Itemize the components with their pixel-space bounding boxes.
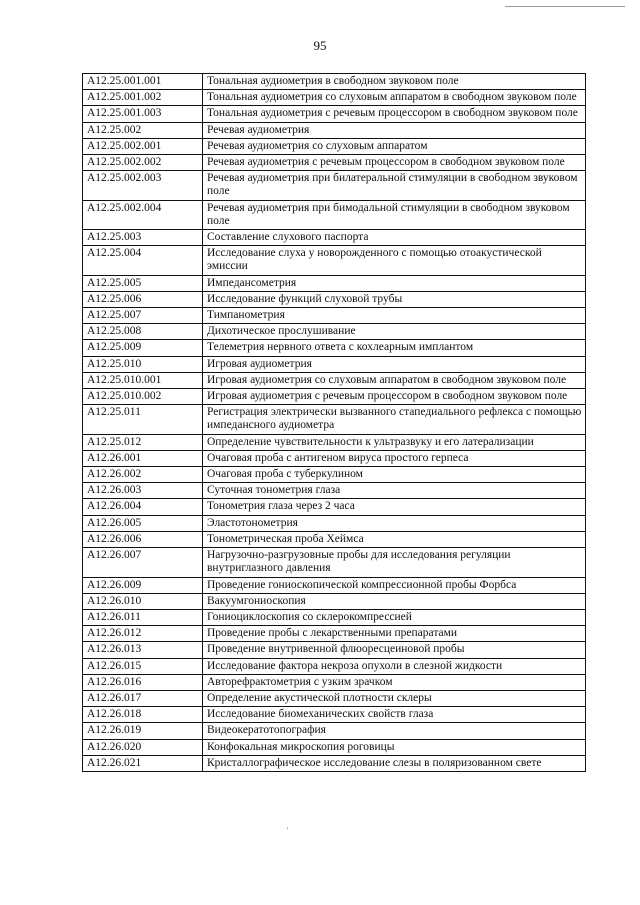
procedure-code-cell: A12.25.009 xyxy=(83,340,203,356)
table-row xyxy=(83,467,586,483)
procedure-name-cell: Импедансометрия xyxy=(203,275,586,291)
procedure-code-cell: A12.25.002 xyxy=(83,122,203,138)
table-row xyxy=(83,308,586,324)
procedure-code-table xyxy=(82,73,586,772)
procedure-code-cell: A12.26.020 xyxy=(83,739,203,755)
procedure-code-cell: A12.26.021 xyxy=(83,755,203,771)
procedure-code-cell: A12.25.002.001 xyxy=(83,138,203,154)
procedure-name-cell: Тональная аудиометрия с речевым процессором в свободном звуковом поле xyxy=(203,106,586,122)
table-row xyxy=(83,230,586,246)
procedure-name-cell: Видеокератотопография xyxy=(203,723,586,739)
procedure-code-cell: A12.25.012 xyxy=(83,434,203,450)
procedure-name-cell: Игровая аудиометрия xyxy=(203,356,586,372)
table-row xyxy=(83,434,586,450)
procedure-code-cell: A12.26.003 xyxy=(83,483,203,499)
procedure-name-cell: Очаговая проба с туберкулином xyxy=(203,467,586,483)
procedure-name-cell: Авторефрактометрия с узким зрачком xyxy=(203,674,586,690)
table-row xyxy=(83,275,586,291)
procedure-code-cell: A12.26.006 xyxy=(83,531,203,547)
procedure-name-cell: Игровая аудиометрия со слуховым аппаратом в свободном звуковом поле xyxy=(203,372,586,388)
table-row xyxy=(83,324,586,340)
procedure-code-cell: A12.26.004 xyxy=(83,499,203,515)
procedure-code-cell: A12.26.013 xyxy=(83,642,203,658)
procedure-name-cell: Нагрузочно-разгрузовные пробы для исследования регуляции внутриглазного давления xyxy=(203,548,586,577)
table-row xyxy=(83,755,586,771)
table-row xyxy=(83,548,586,577)
procedure-name-cell: Тонометрическая проба Хеймса xyxy=(203,531,586,547)
table-body xyxy=(83,74,586,772)
procedure-name-cell: Речевая аудиометрия при бимодальной стимуляции в свободном звуковом поле xyxy=(203,200,586,229)
table-row xyxy=(83,200,586,229)
procedure-code-cell: A12.26.002 xyxy=(83,467,203,483)
procedure-code-cell: A12.25.007 xyxy=(83,308,203,324)
procedure-name-cell: Игровая аудиометрия с речевым процессором в свободном звуковом поле xyxy=(203,389,586,405)
table-row xyxy=(83,707,586,723)
table-row xyxy=(83,531,586,547)
footer-mark: ' xyxy=(287,826,289,835)
table-row xyxy=(83,450,586,466)
procedure-name-cell: Речевая аудиометрия со слуховым аппаратом xyxy=(203,138,586,154)
procedure-name-cell: Проведение гониоскопической компрессионной пробы Форбса xyxy=(203,577,586,593)
table-row xyxy=(83,690,586,706)
table-row xyxy=(83,483,586,499)
procedure-code-cell: A12.26.005 xyxy=(83,515,203,531)
procedure-code-cell: A12.25.005 xyxy=(83,275,203,291)
top-edge-line xyxy=(505,6,625,7)
table-row xyxy=(83,171,586,200)
procedure-code-cell: A12.25.001.002 xyxy=(83,90,203,106)
table-row xyxy=(83,593,586,609)
procedure-code-cell: A12.25.001.001 xyxy=(83,74,203,90)
procedure-code-cell: A12.25.010 xyxy=(83,356,203,372)
procedure-name-cell: Исследование слуха у новорожденного с помощью отоакустической эмиссии xyxy=(203,246,586,275)
procedure-code-cell: A12.26.018 xyxy=(83,707,203,723)
procedure-name-cell: Тимпанометрия xyxy=(203,308,586,324)
procedure-name-cell: Конфокальная микроскопия роговицы xyxy=(203,739,586,755)
procedure-name-cell: Очаговая проба с антигеном вируса простого герпеса xyxy=(203,450,586,466)
table-row xyxy=(83,138,586,154)
table-row xyxy=(83,739,586,755)
table-row xyxy=(83,291,586,307)
procedure-name-cell: Тональная аудиометрия со слуховым аппаратом в свободном звуковом поле xyxy=(203,90,586,106)
table-row xyxy=(83,356,586,372)
procedure-name-cell: Проведение внутривенной флюоресцеиновой пробы xyxy=(203,642,586,658)
page-number: 95 xyxy=(313,38,327,53)
procedure-name-cell: Речевая аудиометрия при билатеральной стимуляции в свободном звуковом поле xyxy=(203,171,586,200)
procedure-name-cell: Кристаллографическое исследование слезы в поляризованном свете xyxy=(203,755,586,771)
procedure-name-cell: Телеметрия нервного ответа с кохлеарным имплантом xyxy=(203,340,586,356)
procedure-code-cell: A12.26.010 xyxy=(83,593,203,609)
table-row xyxy=(83,674,586,690)
table-row xyxy=(83,515,586,531)
procedure-name-cell: Речевая аудиометрия xyxy=(203,122,586,138)
procedure-code-cell: A12.25.001.003 xyxy=(83,106,203,122)
table-row xyxy=(83,122,586,138)
procedure-code-cell: A12.25.002.003 xyxy=(83,171,203,200)
table-row xyxy=(83,609,586,625)
table-row xyxy=(83,499,586,515)
table-row xyxy=(83,372,586,388)
procedure-code-cell: A12.26.011 xyxy=(83,609,203,625)
procedure-name-cell: Регистрация электрически вызванного стапедиального рефлекса с помощью импедансного аудиометра xyxy=(203,405,586,434)
procedure-name-cell: Тонометрия глаза через 2 часа xyxy=(203,499,586,515)
procedure-name-cell: Вакуумгониоскопия xyxy=(203,593,586,609)
procedure-name-cell: Исследование функций слуховой трубы xyxy=(203,291,586,307)
table-row xyxy=(83,405,586,434)
procedure-code-cell: A12.26.012 xyxy=(83,626,203,642)
procedure-name-cell: Суточная тонометрия глаза xyxy=(203,483,586,499)
table-row xyxy=(83,658,586,674)
table-row xyxy=(83,74,586,90)
table-row xyxy=(83,626,586,642)
procedure-code-cell: A12.25.003 xyxy=(83,230,203,246)
procedure-code-cell: A12.25.010.001 xyxy=(83,372,203,388)
table-row xyxy=(83,577,586,593)
procedure-code-cell: A12.25.008 xyxy=(83,324,203,340)
procedure-name-cell: Составление слухового паспорта xyxy=(203,230,586,246)
table-row xyxy=(83,340,586,356)
procedure-name-cell: Тональная аудиометрия в свободном звуковом поле xyxy=(203,74,586,90)
table-row xyxy=(83,389,586,405)
procedure-name-cell: Исследование фактора некроза опухоли в слезной жидкости xyxy=(203,658,586,674)
procedure-code-cell: A12.26.019 xyxy=(83,723,203,739)
table-row xyxy=(83,90,586,106)
procedure-name-cell: Речевая аудиометрия с речевым процессором в свободном звуковом поле xyxy=(203,155,586,171)
procedure-code-cell: A12.25.011 xyxy=(83,405,203,434)
procedure-code-cell: A12.25.002.002 xyxy=(83,155,203,171)
procedure-code-cell: A12.25.006 xyxy=(83,291,203,307)
procedure-name-cell: Исследование биомеханических свойств глаза xyxy=(203,707,586,723)
procedure-name-cell: Определение чувствительности к ультразвуку и его латерализации xyxy=(203,434,586,450)
procedure-code-cell: A12.26.007 xyxy=(83,548,203,577)
procedure-code-cell: A12.26.016 xyxy=(83,674,203,690)
procedure-code-cell: A12.25.004 xyxy=(83,246,203,275)
procedure-code-cell: A12.25.010.002 xyxy=(83,389,203,405)
table-row xyxy=(83,723,586,739)
procedure-code-cell: A12.26.009 xyxy=(83,577,203,593)
procedure-code-cell: A12.25.002.004 xyxy=(83,200,203,229)
table-row xyxy=(83,246,586,275)
procedure-name-cell: Эластотонометрия xyxy=(203,515,586,531)
table-row xyxy=(83,106,586,122)
procedure-name-cell: Дихотическое прослушивание xyxy=(203,324,586,340)
procedure-name-cell: Гониоциклоскопия со склерокомпрессией xyxy=(203,609,586,625)
procedure-name-cell: Проведение пробы с лекарственными препаратами xyxy=(203,626,586,642)
procedure-code-cell: A12.26.015 xyxy=(83,658,203,674)
procedure-code-cell: A12.26.017 xyxy=(83,690,203,706)
table-row xyxy=(83,642,586,658)
procedure-code-cell: A12.26.001 xyxy=(83,450,203,466)
procedure-name-cell: Определение акустической плотности склеры xyxy=(203,690,586,706)
table-row xyxy=(83,155,586,171)
